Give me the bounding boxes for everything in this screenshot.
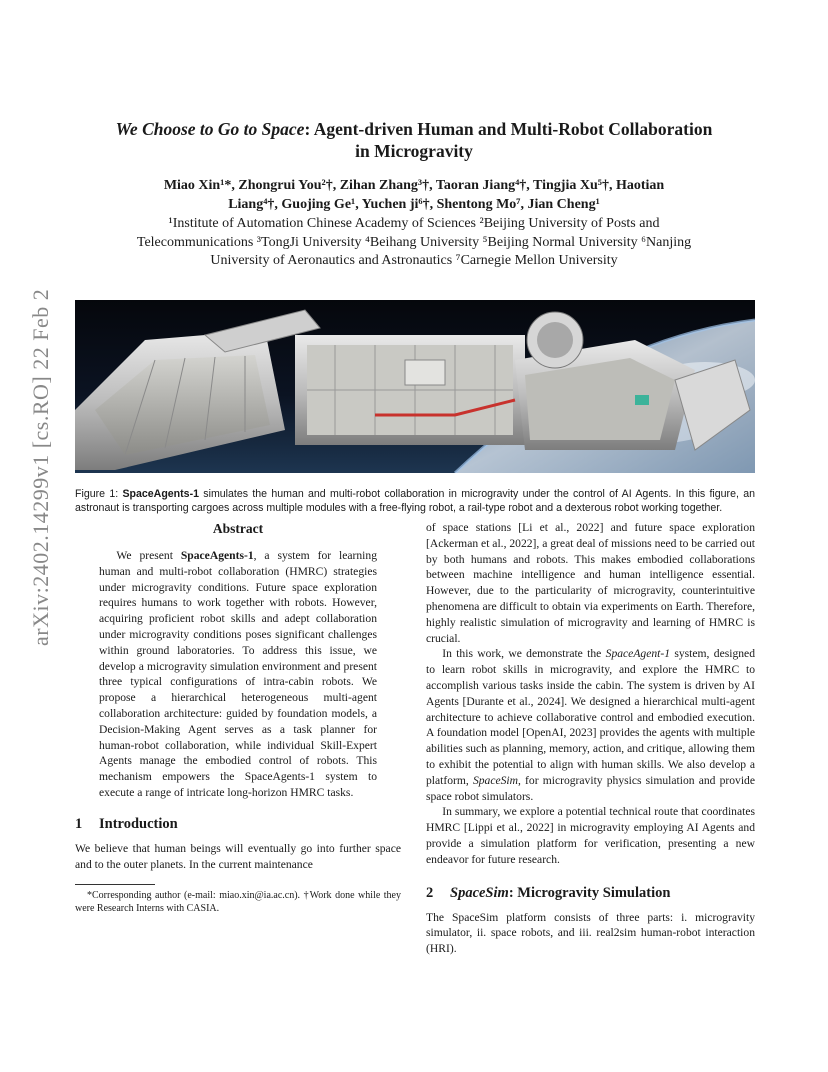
right-column [426, 520, 755, 957]
section-1-heading [75, 815, 401, 833]
section-2-italic: SpaceSim [450, 884, 509, 901]
para2-italic2: SpaceSim [472, 773, 519, 787]
title-rest-line1: : Agent-driven Human and Multi-Robot Collaboration [304, 119, 713, 139]
intro-paragraph: We believe that human beings will eventually go into further space and to the outer planets. In the current maintenance [75, 841, 401, 871]
left-column [75, 520, 401, 915]
author-list [90, 176, 738, 214]
abstract-lead-bold: SpaceAgents-1 [180, 549, 254, 562]
para2-italic: SpaceAgent-1 [605, 647, 671, 661]
intro-paragraph-2 [426, 646, 755, 804]
caption-bold: SpaceAgents-1 [122, 488, 199, 500]
affiliations-line3: University of Aeronautics and Astronautics ⁷Carnegie Mellon University [210, 253, 618, 268]
section-1-number: 1 [75, 815, 83, 832]
footnote: *Corresponding author (e-mail: miao.xin@ia.ac.cn). †Work done while they were Research Interns with CASIA. [75, 890, 401, 915]
title-italic: We Choose to Go to Space [115, 119, 305, 139]
arxiv-side-label [18, 288, 58, 648]
affiliations-line2: Telecommunications ³TongJi University ⁴Beihang University ⁵Beijing Normal University ⁶Nanjing [136, 234, 692, 250]
affiliations-line1: ¹Institute of Automation Chinese Academy of Sciences ²Beijing University of Posts and [168, 216, 660, 231]
paper-title [60, 118, 768, 162]
arxiv-side-label-text: arXiv:2402.14299v1 [cs.RO] 22 Feb 2024 [28, 288, 53, 646]
figure-1-image [75, 300, 755, 473]
intro-continued-paragraph: of space stations [Li et al., 2022] and future space exploration [Ackerman et al., 2022], a great deal of missions need to be carried out by both humans and robots. This makes embodied collaborations between machine intelligence and human intelligence essential. However, due to the particularity of microgravity, counterintuitive phenomena are difficult to obtain via experiments on Earth. Therefore, highly realistic simulation of microgravity and learning of HMRC is crucial. [426, 521, 756, 645]
section-2-paragraph: The SpaceSim platform consists of three parts: i. microgravity simulator, ii. space robots, and iii. real2sim human-robot interaction (HRI). [426, 910, 755, 956]
abstract-text: , a system for learning human and multi-robot collaboration (HMRC) strategies under microgravity conditions. Future space exploration requires humans to work together with robots. However, acquiring proficient robot skills and adept collaboration under microgravity conditions poses significant challenges within ground laboratories. To address this issue, we develop a microgravity simulation environment and present three typical configurations of intra-cabin robots. We propose a hierarchical heterogeneous multi-agent collaboration architecture: guided by foundation models, a Decision-Making Agent serves as a task planner for human-robot collaboration, while individual Skill-Expert Agents manage the embodied control of robots. This mechanism empowers the SpaceAgents-1 system to execute a range of intricate long-horizon HMRC tasks. [99, 549, 377, 799]
abstract-body [99, 548, 377, 801]
abstract-heading: Abstract [212, 521, 264, 536]
section-2-number: 2 [426, 884, 434, 901]
intro-paragraph-3: In summary, we explore a potential technical route that coordinates HMRC [Lippi et al., 2022] in microgravity employing AI Agents and provide a simulation platform for verification, presenting a new endeavor for future research. [426, 805, 755, 866]
affiliations [60, 215, 768, 271]
para2-b: system, designed to learn robot skills in microgravity, and explore the HMRC to accomplish various tasks inside the cabin. The system is driven by AI Agents [Durante et al., 2024]. We designed a hierarchical multi-agent architecture to achieve collaborative control and embodied execution. A foundation model [OpenAI, 2023] provides the agents with multiple abilities such as planning, memory, action, and critique, allowing them to exhibit the potential to align with human skills. We also develop a platform, [426, 647, 755, 787]
caption-text: simulates the human and multi-robot collaboration in microgravity under the control of AI Agents. In this figure, an astronaut is transporting cargoes across multiple modules with a free-flying robot, a rail-type robot and a dexterous robot working together. [75, 488, 755, 514]
para2-c: , for microgravity physics simulation and provide space robot simulators. [426, 773, 756, 803]
authors-line2: Liang⁴†, Guojing Ge¹, Yuchen ji⁶†, Shentong Mo⁷, Jian Cheng¹ [228, 197, 600, 212]
section-1-title: Introduction [99, 815, 178, 832]
title-line2: in Microgravity [355, 141, 473, 161]
caption-label: Figure 1: [75, 488, 123, 500]
footnote-rule [75, 884, 155, 885]
authors-line1: Miao Xin¹*, Zhongrui You²†, Zihan Zhang³†, Taoran Jiang⁴†, Tingjia Xu⁵†, Haotian [163, 178, 665, 193]
section-2-heading [426, 884, 755, 902]
abstract-lead: We present [116, 549, 181, 562]
space-station-render [75, 300, 755, 473]
figure-1-caption [75, 487, 755, 515]
para2-a: In this work, we demonstrate the [442, 647, 606, 661]
section-2-title: : Microgravity Simulation [508, 884, 671, 901]
